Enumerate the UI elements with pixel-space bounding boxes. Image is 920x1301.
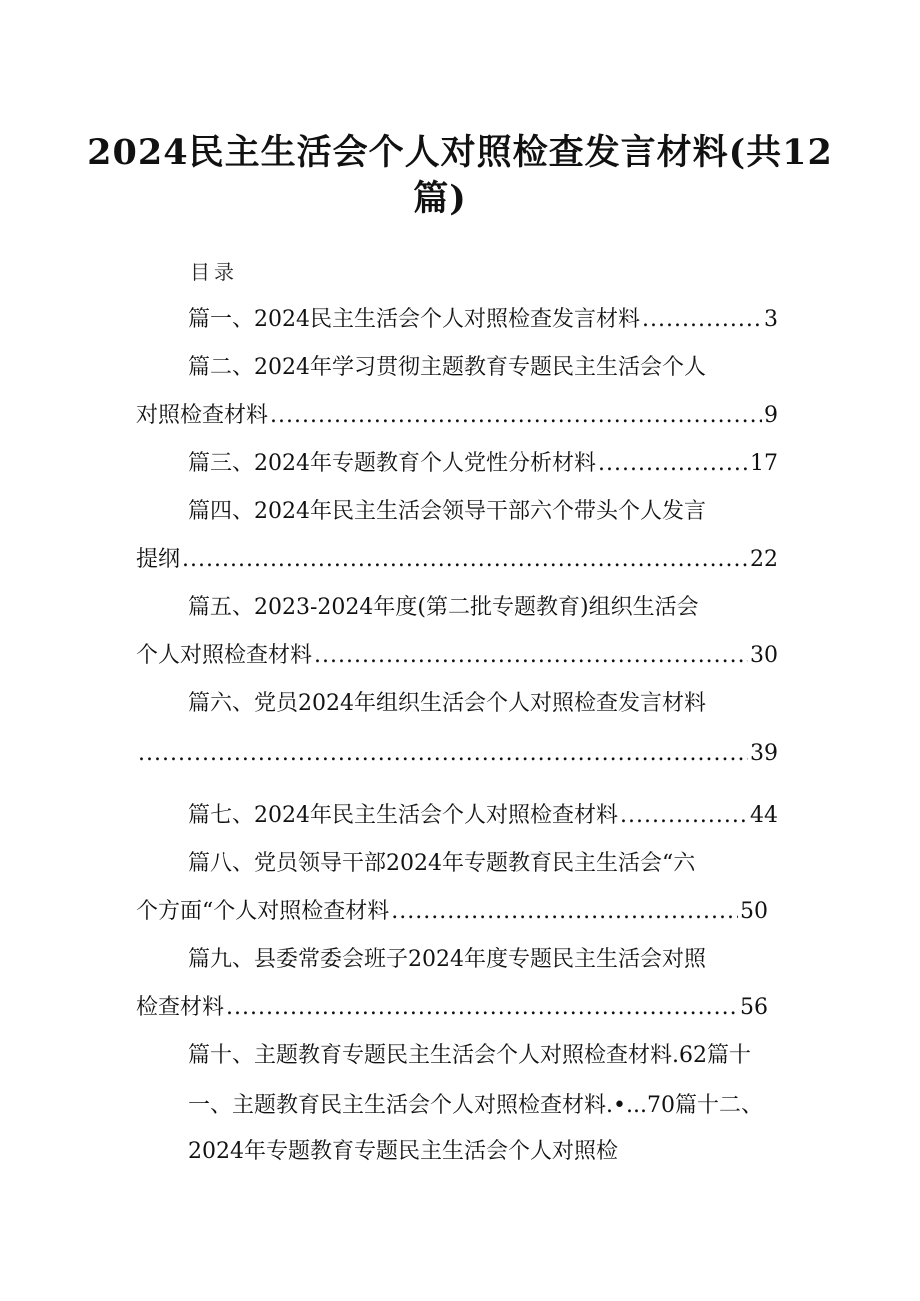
toc-tail-line-2[interactable]: 一、主题教育民主生活会个人对照检查材料.•...70篇十二、 — [188, 1093, 763, 1118]
toc-entry-title: 对照检查材料 — [136, 403, 269, 428]
toc-entry-7[interactable] — [188, 802, 778, 830]
document-title — [0, 130, 920, 222]
toc-entry-5-line1[interactable]: 篇五、2023-2024年度(第二批专题教育)组织生活会 — [188, 595, 699, 620]
toc-page-number: 9 — [764, 403, 778, 428]
toc-entry-title: 篇七、2024年民主生活会个人对照检查材料 — [188, 803, 618, 828]
toc-leader-dots — [182, 546, 748, 574]
toc-page-number: 22 — [750, 547, 778, 572]
toc-entry-2-line1[interactable]: 篇二、2024年学习贯彻主题教育专题民主生活会个人 — [188, 355, 706, 380]
title-line-1: 2024民主生活会个人对照检查发言材料(共12 — [87, 132, 833, 173]
toc-entry-title: 篇一、2024民主生活会个人对照检查发言材料 — [188, 307, 640, 332]
toc-entry-6-line1[interactable]: 篇六、党员2024年组织生活会个人对照检查发言材料 — [188, 691, 706, 716]
toc-leader-dots — [314, 642, 748, 670]
toc-entry-4-line1[interactable]: 篇四、2024年民主生活会领导干部六个带头个人发言 — [188, 499, 706, 524]
toc-entry-title: 个人对照检查材料 — [136, 643, 313, 668]
toc-entry-9[interactable] — [136, 994, 768, 1022]
toc-leader-dots — [226, 994, 738, 1022]
toc-page-number: 30 — [750, 643, 778, 668]
toc-entry-5[interactable] — [136, 642, 778, 670]
toc-entry-title: 提纲 — [136, 547, 181, 572]
toc-page-number: 17 — [750, 451, 778, 476]
toc-leader-dots — [598, 450, 748, 478]
toc-heading: 目录 — [190, 260, 238, 284]
toc-leader-dots — [391, 898, 738, 926]
toc-entry-title: 篇三、2024年专题教育个人党性分析材料 — [188, 451, 596, 476]
toc-leader-dots — [270, 402, 762, 430]
toc-page-number: 3 — [764, 307, 778, 332]
toc-tail-line-3[interactable]: 2024年专题教育专题民主生活会个人对照检 — [188, 1139, 618, 1164]
toc-entry-2[interactable] — [136, 402, 778, 430]
toc-leader-dots — [642, 306, 762, 334]
toc-entry-8-line1[interactable]: 篇八、党员领导干部2024年专题教育民主生活会“六 — [188, 851, 696, 876]
toc-page-number: 50 — [740, 899, 768, 924]
toc-tail-line-1[interactable]: 篇十、主题教育专题民主生活会个人对照检查材料.62篇十 — [188, 1043, 751, 1068]
title-line-2: 篇) — [413, 178, 467, 219]
toc-page-number: 56 — [740, 995, 768, 1020]
toc-entry-9-line1[interactable]: 篇九、县委常委会班子2024年度专题民主生活会对照 — [188, 947, 706, 972]
toc-entry-8[interactable] — [136, 898, 768, 926]
toc-page-number: 39 — [750, 741, 778, 766]
toc-entry-1[interactable] — [188, 306, 778, 334]
toc-page-number: 44 — [750, 803, 778, 828]
toc-leader-dots — [620, 802, 748, 830]
toc-leader-dots — [138, 740, 748, 768]
toc-entry-title: 个方面“个人对照检查材料 — [136, 899, 390, 924]
toc-entry-4[interactable] — [136, 546, 778, 574]
toc-entry-6[interactable] — [136, 740, 778, 768]
toc-entry-3[interactable] — [188, 450, 778, 478]
toc-entry-title: 检查材料 — [136, 995, 225, 1020]
